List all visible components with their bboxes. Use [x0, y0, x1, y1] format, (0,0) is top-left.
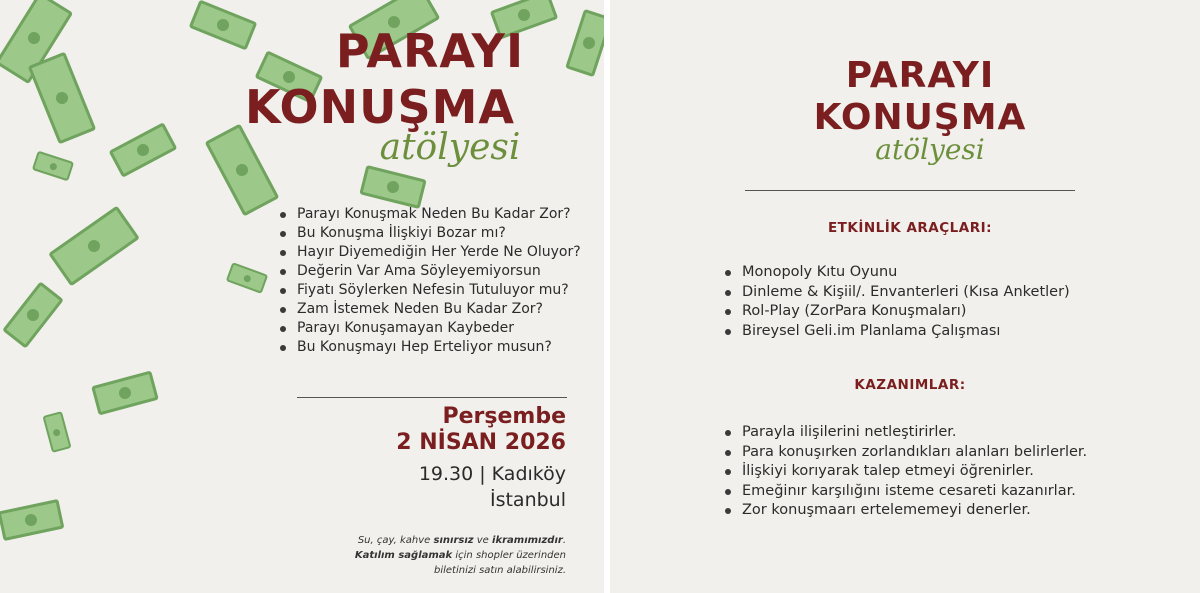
poster-title-line2: KONUŞMA	[813, 97, 1027, 138]
money-bill-icon	[32, 151, 74, 182]
poster-title-line2: KONUŞMA	[244, 80, 516, 134]
list-item: Hayır Diyemediğin Her Yerde Ne Oluyor?	[280, 243, 585, 262]
poster-subtitle: atölyesi	[379, 127, 521, 168]
list-item: Para konuşırken zorlandıkları alanları belirlerler.	[725, 443, 1185, 463]
money-bill-icon	[2, 281, 64, 348]
list-item: Zor konuşmaarı ertelememeyi denerler.	[725, 501, 1185, 521]
list-item: Monopoly Kıtu Oyunu	[725, 263, 1145, 283]
money-bill-icon	[109, 122, 178, 178]
tools-list	[725, 263, 1145, 341]
topic-list	[280, 205, 585, 357]
money-bill-icon	[189, 0, 258, 51]
list-item: Bu Konuşmayı Hep Erteliyor musun?	[280, 338, 585, 357]
list-item: Fiyatı Söylerken Nefesin Tutuluyor mu?	[280, 281, 585, 300]
event-city: İstanbul	[489, 489, 566, 511]
money-bill-icon	[0, 499, 64, 541]
money-bill-icon	[226, 262, 269, 294]
money-bill-icon	[48, 206, 140, 287]
right-poster-panel	[610, 0, 1200, 593]
poster-title-line1: PARAYI	[845, 55, 995, 96]
list-item: İlişkiyi korıyarak talep etmeyi öğrenirler.	[725, 462, 1185, 482]
list-item: Parayı Konuşamayan Kaybeder	[280, 319, 585, 338]
gains-heading: KAZANIMLAR:	[854, 377, 966, 393]
money-bill-icon	[91, 370, 159, 415]
list-item: Bireysel Geli.im Planlama Çalışması	[725, 322, 1145, 342]
tools-heading: ETKİNLİK ARAÇLARI:	[827, 220, 993, 236]
poster-subtitle: atölyesi	[875, 133, 985, 166]
refreshment-note: Su, çay, kahve sınırsız ve ikramımızdır.	[357, 535, 566, 546]
gains-list	[725, 423, 1185, 521]
list-item: Parayı Konuşmak Neden Bu Kadar Zor?	[280, 205, 585, 224]
list-item: Zam İstemek Neden Bu Kadar Zor?	[280, 300, 585, 319]
money-bill-icon	[42, 411, 71, 453]
money-bill-icon	[205, 124, 280, 217]
poster-title-line1: PARAYI	[335, 24, 525, 78]
event-time-place: 19.30 | Kadıköy	[418, 463, 566, 485]
divider	[297, 397, 567, 398]
list-item: Parayla ilişilerini netleştirirler.	[725, 423, 1185, 443]
ticket-note-2: biletinizi satın alabilirsiniz.	[434, 565, 566, 576]
list-item: Emeğinır karşılığını isteme cesareti kazanırlar.	[725, 482, 1185, 502]
money-bill-icon	[359, 165, 426, 209]
event-date: 2 NİSAN 2026	[396, 430, 566, 455]
list-item: Bu Konuşma İlişkiyi Bozar mı?	[280, 224, 585, 243]
money-bill-icon	[28, 52, 97, 145]
ticket-note: Katılım sağlamak için shopler üzerinden	[354, 550, 566, 561]
event-day: Perşembe	[442, 404, 566, 429]
list-item: Rol-Play (ZorPara Konuşmaları)	[725, 302, 1145, 322]
list-item: Değerin Var Ama Söyleyemiyorsun	[280, 262, 585, 281]
divider	[745, 190, 1075, 191]
list-item: Dinleme & Kişiil/. Envanterleri (Kısa Anketler)	[725, 283, 1145, 303]
